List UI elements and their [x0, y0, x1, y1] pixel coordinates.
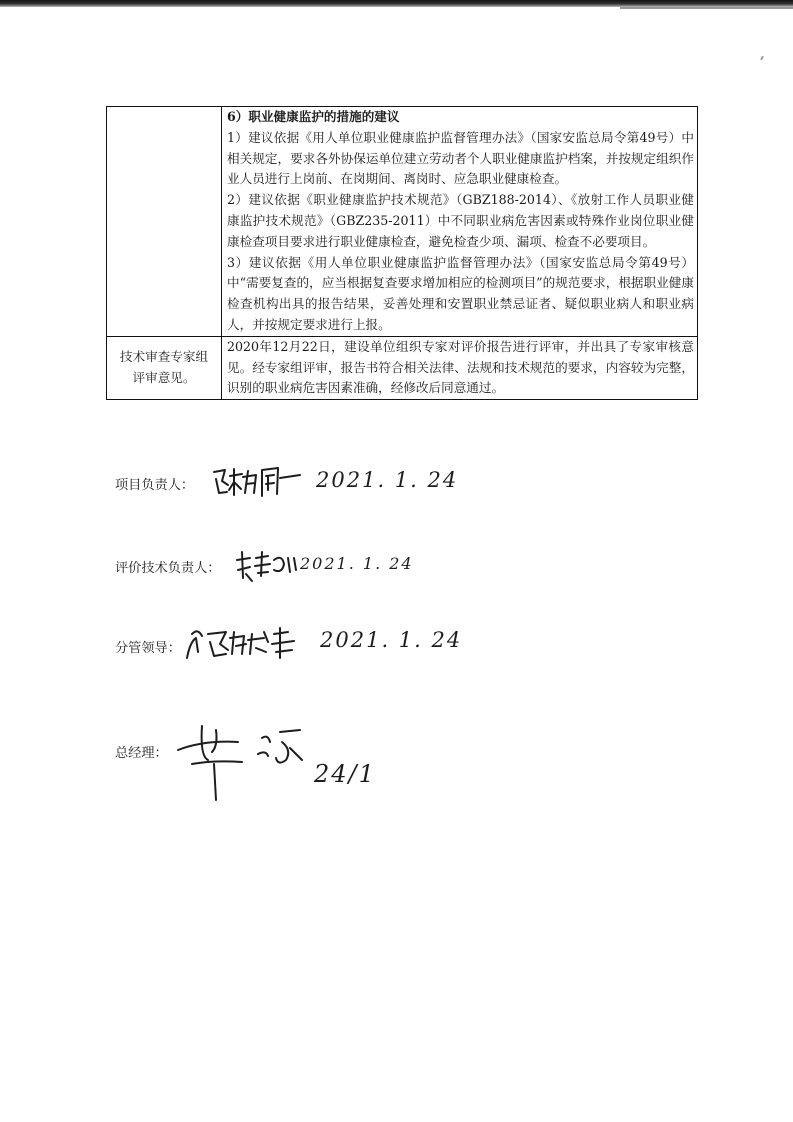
signature-label: 分管领导：	[115, 641, 181, 656]
expert-review-label-line2: 评审意见。	[132, 369, 196, 385]
signature-label: 评价技术负责人：	[115, 561, 221, 576]
handwritten-signature	[210, 462, 310, 502]
signature-date: 2021. 1. 24	[300, 554, 414, 573]
recommendation-item-1: 1）建议依据《用人单位职业健康监护监督管理办法》（国家安监总局令第49号）中相关规定，要求各外协保运单位建立劳动者个人职业健康监护档案，并按规定组织作业人员进行上岗前、在岗期间、离岗时、应急职业健康检查。	[227, 129, 694, 187]
signature-row-project-lead	[106, 460, 466, 500]
scan-top-border	[0, 0, 793, 7]
signature-date: 2021. 1. 24	[316, 468, 459, 492]
scan-edge-shadow	[620, 7, 793, 9]
signature-row-general-manager	[106, 720, 406, 800]
signature-label: 项目负责人：	[115, 478, 195, 493]
recommendation-cell	[222, 107, 698, 337]
handwritten-signature	[234, 546, 306, 584]
recommendation-item-3: 3）建议依据《用人单位职业健康监护监督管理办法》（国家安监总局令第49号）中“需要复查的，应当根据复查要求增加相应的检测项目”的规范要求，根据职业健康检查机构出具的报告结果，妥善处理和安置职业禁忌证者、疑似职业病人和职业病人，并按规定要求进行上报。	[227, 254, 694, 332]
handwritten-signature	[184, 624, 310, 664]
signature-row-technical-lead	[106, 546, 446, 586]
recommendation-item-2: 2）建议依据《职业健康监护技术规范》（GBZ188-2014）、《放射工作人员职业健康监护技术规范》（GBZ235-2011）中不同职业病危害因素或特殊作业岗位职业健康检查项目要求进行职业健康检查，避免检查少项、漏项、检查不必要项目。	[227, 192, 694, 249]
signature-label: 总经理：	[115, 746, 168, 761]
expert-review-text: 2020年12月22日，建设单位组织专家对评价报告进行评审，并出具了专家审核意见。经专家组评审，报告书符合相关法律、法规和技术规范的要求，内容较为完整，识别的职业病危害因素准确，经修改后同意通过。	[222, 336, 698, 399]
recommendation-heading: 6）职业健康监护的措施的建议	[227, 109, 400, 124]
recommendation-row	[107, 107, 698, 337]
recommendation-label-cell	[107, 107, 222, 337]
review-table	[106, 106, 698, 400]
signature-date: 2021. 1. 24	[320, 628, 463, 652]
handwritten-signature	[172, 720, 308, 802]
scan-speck	[760, 56, 764, 60]
expert-review-row	[107, 336, 698, 399]
signature-row-supervising-leader	[106, 624, 463, 664]
expert-review-label	[107, 336, 222, 399]
expert-review-label-line1: 技术审查专家组	[119, 349, 209, 365]
signature-date: 24/1	[314, 760, 376, 788]
